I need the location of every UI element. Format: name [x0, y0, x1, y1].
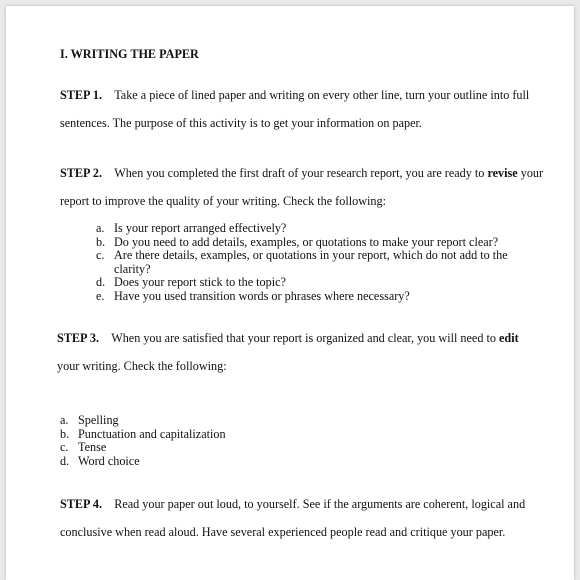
list-item: d. Does your report stick to the topic?: [96, 275, 286, 290]
step4-line1: [60, 497, 525, 511]
step3-text-pre: When you are satisfied that your report is organized and clear, you will need to: [111, 331, 499, 345]
list-item: b. Punctuation and capitalization: [60, 426, 226, 441]
list-item: e. Have you used transition words or phrases where necessary?: [96, 288, 410, 303]
step1-line2: sentences. The purpose of this activity is to get your information on paper.: [60, 116, 422, 130]
list-item: b. Do you need to add details, examples, or quotations to make your report clear?: [96, 234, 499, 249]
step1-label: STEP 1.: [60, 88, 102, 102]
step2-checklist: [96, 222, 546, 304]
step2-label: STEP 2.: [60, 166, 102, 180]
step3-keyword-edit: edit: [499, 331, 519, 345]
list-item: clarity?: [114, 261, 151, 276]
step3-line2: your writing. Check the following:: [57, 359, 227, 373]
section-heading: I. WRITING THE PAPER: [60, 47, 199, 61]
step2-text-pre: When you completed the first draft of your research report, you are ready to: [114, 166, 488, 180]
list-item: c. Tense: [60, 440, 107, 455]
list-item: a. Spelling: [60, 413, 119, 427]
step1-text-line1: Take a piece of lined paper and writing on every other line, turn your outline into full: [114, 88, 530, 102]
step3-checklist: [60, 414, 360, 468]
list-item: d. Word choice: [60, 453, 140, 468]
document-page: [6, 6, 574, 580]
step4-label: STEP 4.: [60, 497, 102, 511]
step2-keyword-revise: revise: [487, 166, 518, 180]
step3-line1: [57, 331, 519, 345]
step1-line1: [60, 88, 529, 102]
step3-label: STEP 3.: [57, 331, 99, 345]
step4-text-line1: Read your paper out loud, to yourself. See if the arguments are coherent, logical and: [114, 497, 526, 511]
step2-line2: report to improve the quality of your writing. Check the following:: [60, 194, 386, 208]
step2-line1: [60, 166, 543, 180]
list-item: a. Is your report arranged effectively?: [96, 221, 287, 235]
step2-text-post: your: [517, 166, 544, 180]
list-item: c. Are there details, examples, or quotations in your report, which do not add to the: [96, 248, 508, 263]
step4-line2: conclusive when read aloud. Have several experienced people read and critique your paper.: [60, 525, 506, 539]
